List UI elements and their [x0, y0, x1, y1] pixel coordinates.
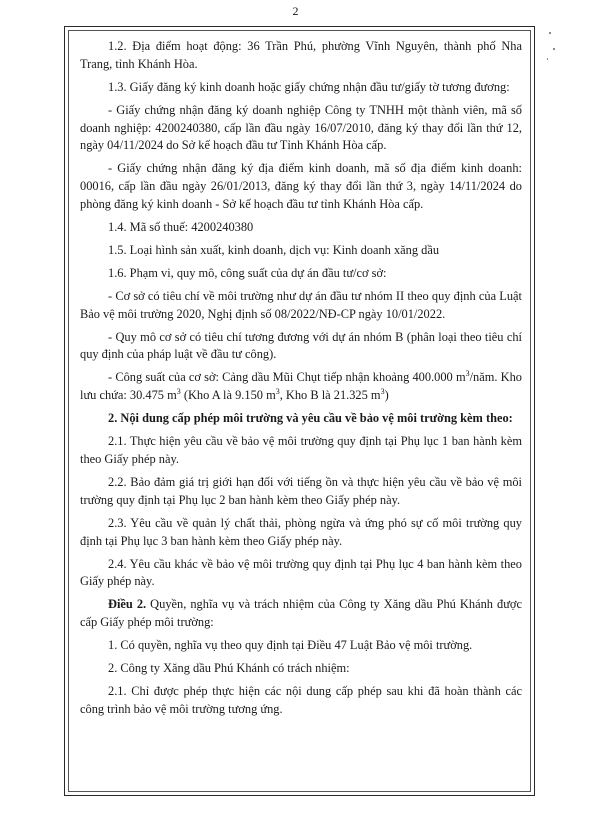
- article-2-paragraph: [80, 596, 522, 632]
- section-heading-permit-content: 2. Nội dung cấp phép môi trường và yêu cầu về bảo vệ môi trường kèm theo:: [108, 411, 513, 426]
- superscript-3: 3: [380, 387, 385, 397]
- paragraph-appendix-1: 2.1. Thực hiện yêu cầu về bảo vệ môi trường quy định tại Phụ lục 1 ban hành kèm theo Giấy phép này.: [80, 434, 522, 466]
- paragraph-business-registration-heading: 1.3. Giấy đăng ký kinh doanh hoặc giấy chứng nhận đầu tư/giấy tờ tương đương:: [108, 79, 510, 94]
- paragraph-business-location-certificate: - Giấy chứng nhận đăng ký địa điểm kinh doanh, mã số địa điểm kinh doanh: 00016, cấp lần đầu ngày 26/01/2013, đăng ký thay đổi lần thứ 3, ngày 14/11/2024 do phòng đăng ký kinh doanh - Sở kế hoạch đầu tư tỉnh Khánh Hòa cấp.: [80, 161, 522, 211]
- paragraph-scale-group-b: - Quy mô cơ sở có tiêu chí tương đương với dự án nhóm B (phân loại theo tiêu chí quy định của pháp luật về đầu tư công).: [80, 329, 522, 362]
- paragraph-criteria-group-ii: - Cơ sở có tiêu chí về môi trường như dự án đầu tư nhóm II theo quy định của Luật Bảo vệ môi trường 2020, Nghị định số 08/2022/NĐ-CP ngày 10/01/2022.: [80, 288, 522, 321]
- superscript-3: 3: [465, 369, 470, 379]
- paragraph-responsibility-2-1: 2.1. Chỉ được phép thực hiện các nội dung cấp phép sau khi đã hoàn thành các công trình bảo vệ môi trường tương ứng.: [80, 684, 522, 716]
- paragraph-company-responsibility: 2. Công ty Xăng dầu Phú Khánh có trách nhiệm:: [108, 661, 350, 676]
- paragraph-appendix-2: 2.2. Bảo đảm giá trị giới hạn đối với tiếng ồn và thực hiện yêu cầu về bảo vệ môi trường quy định tại Phụ lục 2 ban hành kèm theo Giấy phép này.: [80, 474, 522, 507]
- article-2-text: Quyền, nghĩa vụ và trách nhiệm của Công ty Xăng dầu Phú Khánh được cấp Giấy phép môi trường:: [80, 597, 522, 630]
- page-number: 2: [292, 4, 299, 18]
- paragraph-scope-heading: 1.6. Phạm vi, quy mô, công suất của dự án đầu tư/cơ sở:: [108, 265, 387, 280]
- paragraph-rights-obligations: 1. Có quyền, nghĩa vụ theo quy định tại Điều 47 Luật Bảo vệ môi trường.: [108, 638, 473, 653]
- superscript-3: 3: [176, 387, 181, 397]
- superscript-3: 3: [275, 387, 280, 397]
- scan-speck: [553, 48, 555, 50]
- paragraph-appendix-4: 2.4. Yêu cầu khác về bảo vệ môi trường quy định tại Phụ lục 4 ban hành kèm theo Giấy phép này.: [80, 556, 522, 589]
- scan-speck: [547, 58, 548, 60]
- paragraph-business-type: 1.5. Loại hình sản xuất, kinh doanh, dịch vụ: Kinh doanh xăng dầu: [108, 242, 440, 257]
- paragraph-enterprise-certificate: - Giấy chứng nhận đăng ký doanh nghiệp Công ty TNHH một thành viên, mã số doanh nghiệp: 4200240380, cấp lần đầu ngày 16/07/2010, đăng ký thay đổi lần thứ 12, ngày 04/11/2024 do Sở kế hoạch đầu tư Tỉnh Khánh Hòa cấp.: [80, 102, 522, 153]
- paragraph-capacity: - Công suất của cơ sở: Cảng dầu Mũi Chụt tiếp nhận khoảng 400.000 $m^3$/năm. Kho lưu chứa: 30.475 $m^3$ (Kho A là 9.150 $m^3$, Kho B là 21.325 $m^3$): [80, 369, 523, 403]
- paragraph-appendix-3: 2.3. Yêu cầu về quản lý chất thải, phòng ngừa và ứng phó sự cố môi trường quy định tại Phụ lục 3 ban hành kèm theo Giấy phép này.: [80, 515, 522, 548]
- article-2-label: Điều 2.: [108, 597, 147, 612]
- document-body: [80, 38, 522, 724]
- paragraph-location: 1.2. Địa điểm hoạt động: 36 Trần Phú, phường Vĩnh Nguyên, thành phố Nha Trang, tỉnh Khánh Hòa.: [80, 39, 522, 71]
- paragraph-tax-code: 1.4. Mã số thuế: 4200240380: [108, 219, 254, 234]
- scan-speck: [549, 32, 551, 34]
